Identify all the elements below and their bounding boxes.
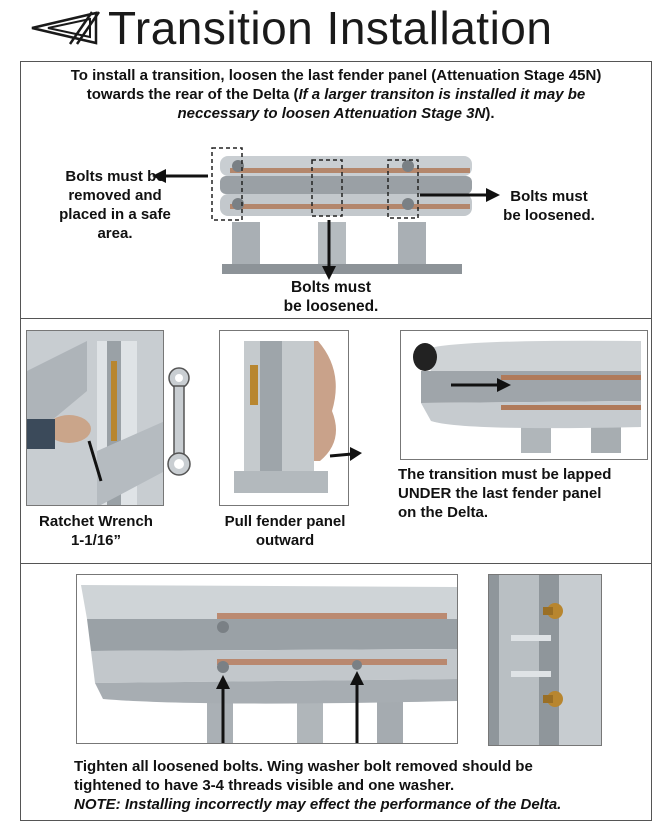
caption-line: UNDER the last fender panel [398, 485, 602, 502]
tightened-bolts-photo [76, 574, 458, 744]
triangle-logo-icon [30, 10, 102, 46]
page-title: Transition Installation [108, 2, 553, 54]
lapped-caption [398, 465, 648, 522]
caption-line: Pull fender panel [224, 513, 346, 530]
section-divider [20, 563, 652, 564]
label-line: Bolts must be [65, 168, 165, 185]
pull-panel-caption [210, 512, 360, 550]
instruction-line: tightened to have 3-4 threads visible and one washer. [74, 777, 455, 794]
label-line: be loosened. [503, 207, 595, 224]
caption-line: The transition must be lapped [398, 466, 612, 483]
label-line: area. [97, 225, 133, 242]
warning-note: NOTE: Installing incorrectly may effect the performance of the Delta. [74, 796, 562, 813]
arrow-down-icon [319, 218, 339, 282]
wrench-use-photo [26, 330, 164, 506]
section-divider [20, 318, 652, 319]
ratchet-wrench-caption [20, 512, 172, 550]
page-header [0, 0, 672, 60]
intro-text: towards the rear of the Delta ( [86, 86, 299, 103]
intro-italic-text: neccessary to loosen Attenuation Stage 3N [177, 105, 486, 122]
intro-line-3 [20, 104, 652, 123]
fender-panel-photo [219, 330, 349, 506]
ratchet-wrench-icon [164, 366, 194, 478]
label-line: be loosened. [283, 298, 379, 315]
caption-line: outward [255, 532, 315, 549]
caption-line: 1-1/16” [70, 532, 122, 549]
wing-washer-photo [488, 574, 602, 746]
bolts-loosened-right-label [488, 187, 610, 225]
intro-line-1: To install a transition, loosen the last fender panel (Attenuation Stage 45N) [70, 67, 602, 84]
bolts-loosened-bottom-label [270, 278, 392, 316]
intro-text: ). [485, 105, 495, 122]
tighten-instructions [74, 757, 634, 814]
label-line: Bolts must [510, 188, 588, 205]
lapped-transition-photo [400, 330, 648, 460]
label-line: removed and [68, 187, 162, 204]
bolts-removed-label [40, 167, 190, 243]
label-line: Bolts must [290, 279, 372, 296]
intro-line-2 [20, 85, 652, 104]
arrow-outward-icon [328, 444, 364, 464]
intro-paragraph [20, 66, 652, 123]
caption-line: Ratchet Wrench [39, 513, 153, 530]
caption-line: on the Delta. [398, 504, 489, 521]
instruction-line: Tighten all loosened bolts. Wing washer bolt removed should be [74, 758, 533, 775]
intro-italic-text: If a larger transiton is installed it may be [298, 86, 586, 103]
label-line: placed in a safe [59, 206, 171, 223]
delta-rails-photo [210, 138, 472, 278]
